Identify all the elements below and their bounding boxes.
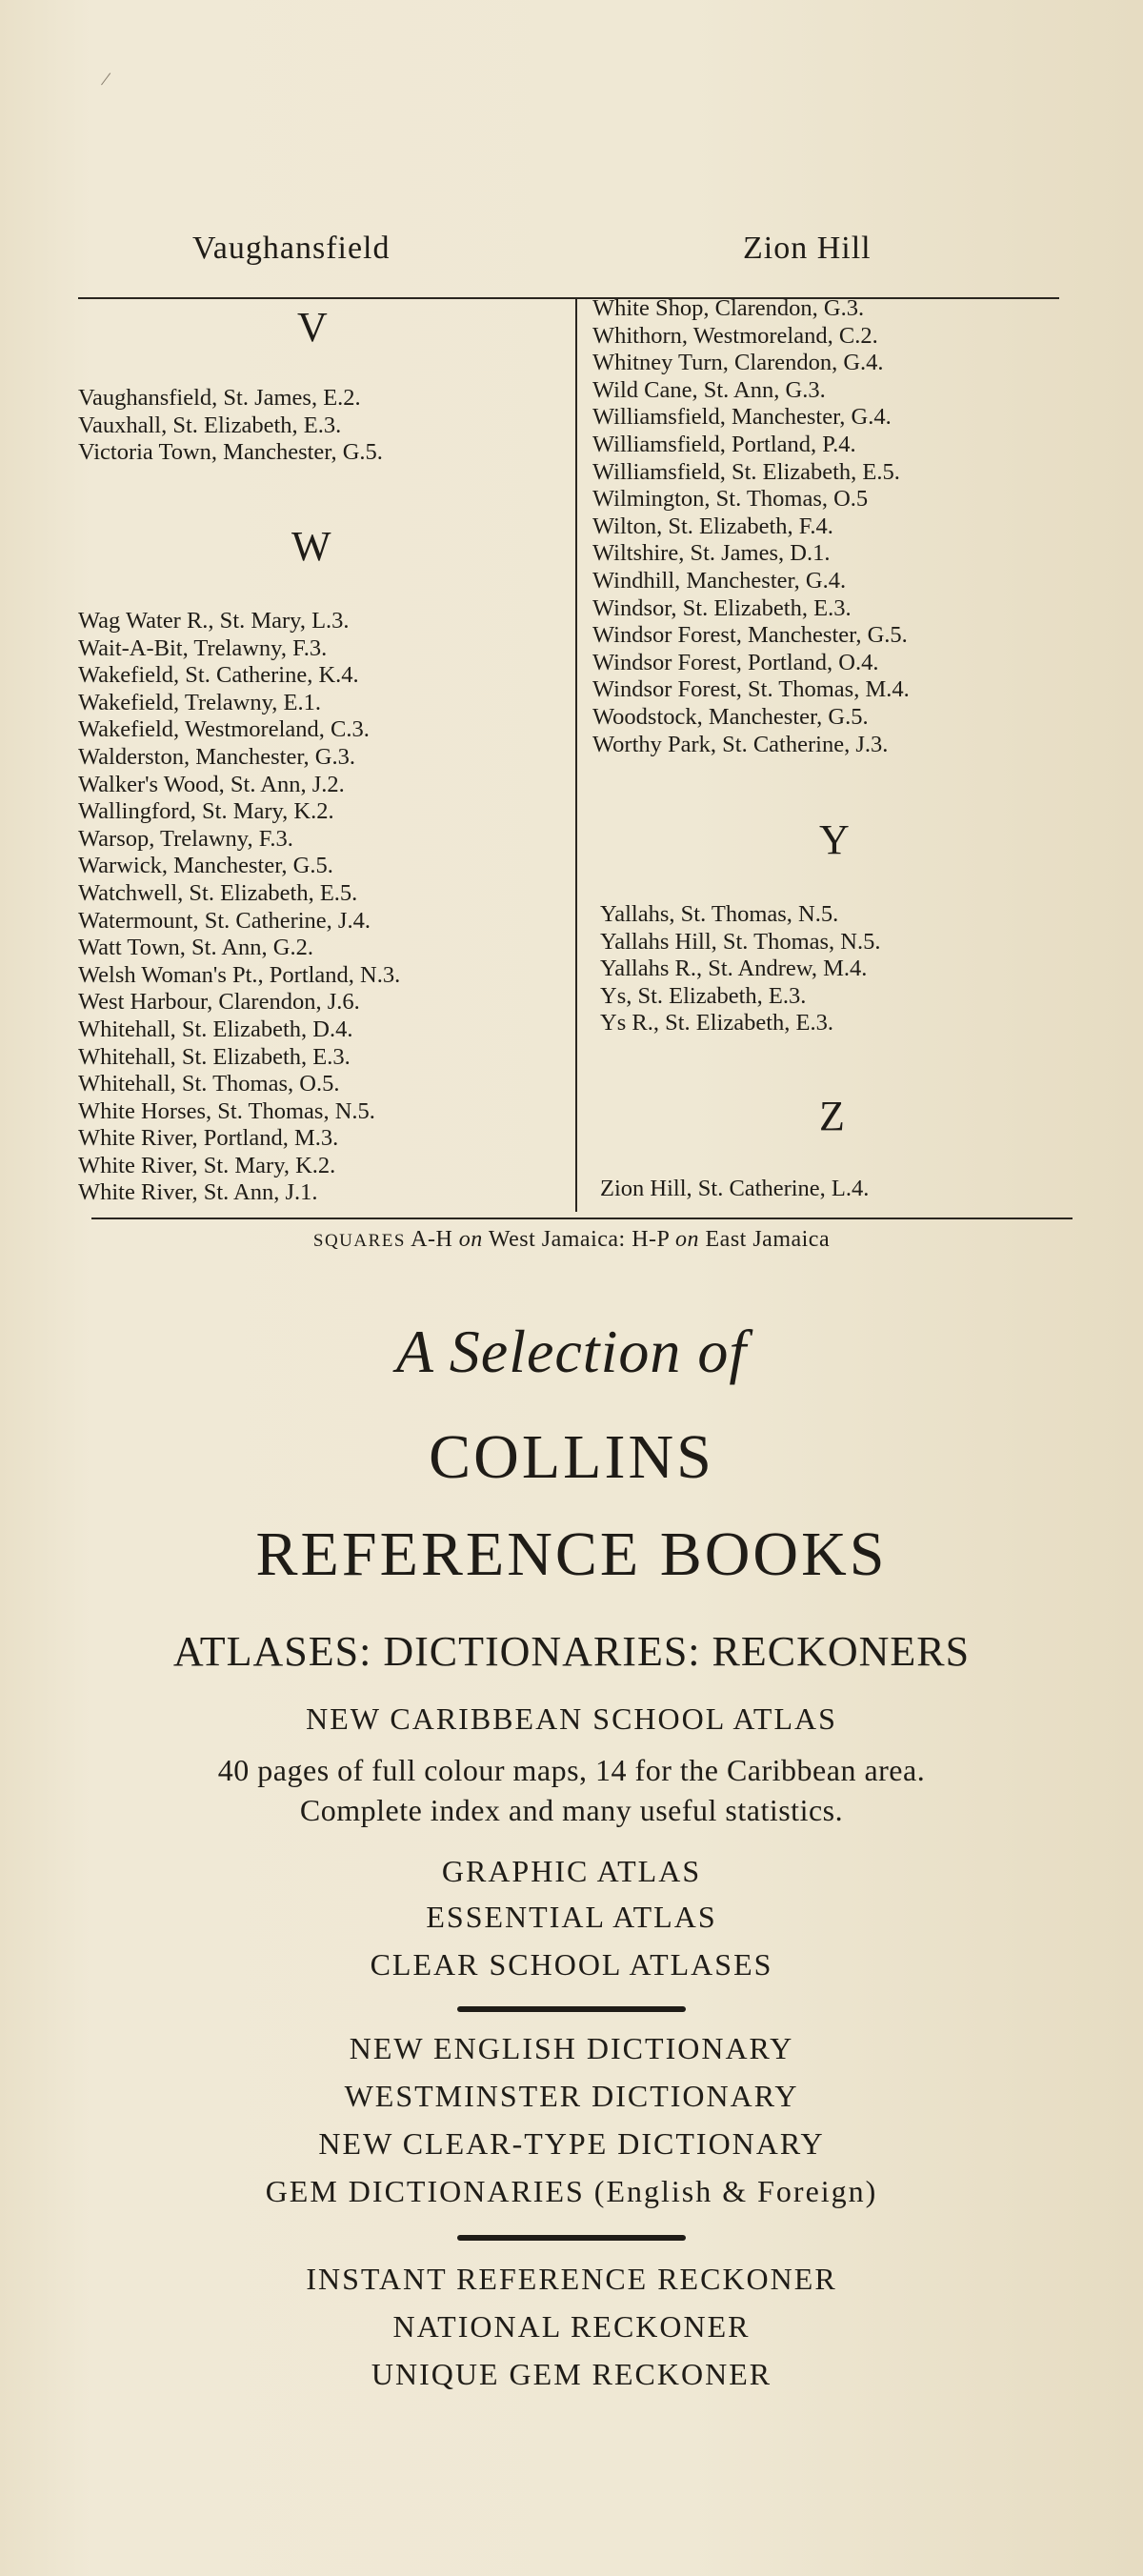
index-list-y xyxy=(600,901,881,1037)
index-list-w xyxy=(78,608,400,1207)
map-squares-note: SQUARES A-H on West Jamaica: H-P on East Jamaica xyxy=(312,1227,831,1252)
header-rule xyxy=(78,297,1059,299)
index-entry: Yallahs, St. Thomas, N.5. xyxy=(600,901,839,927)
index-entry: Windsor Forest, Portland, O.4. xyxy=(592,649,879,675)
index-entry: Whitehall, St. Thomas, O.5. xyxy=(78,1071,340,1097)
index-entry: Worthy Park, St. Catherine, J.3. xyxy=(592,731,889,757)
pencil-mark: / xyxy=(99,66,112,91)
atlas-description-line-2: Complete index and many useful statistics. xyxy=(299,1793,844,1827)
advert-categories: ATLASES: DICTIONARIES: RECKONERS xyxy=(172,1628,971,1675)
index-entry: Walker's Wood, St. Ann, J.2. xyxy=(78,771,345,797)
index-entry: West Harbour, Clarendon, J.6. xyxy=(78,989,360,1016)
index-entry: Yallahs Hill, St. Thomas, N.5. xyxy=(600,928,881,955)
running-head-right: Zion Hill xyxy=(743,231,872,266)
index-entry: Windhill, Manchester, G.4. xyxy=(592,567,847,594)
advert-subtitle: REFERENCE BOOKS xyxy=(255,1519,888,1589)
index-entry: Wakefield, St. Catherine, K.4. xyxy=(78,662,359,689)
index-entry: White Horses, St. Thomas, N.5. xyxy=(78,1097,375,1124)
index-entry: Wallingford, St. Mary, K.2. xyxy=(78,798,334,825)
index-entry: White River, Portland, M.3. xyxy=(78,1125,339,1152)
index-entry: Whitehall, St. Elizabeth, E.3. xyxy=(78,1043,351,1070)
index-entry: Windsor Forest, St. Thomas, M.4. xyxy=(592,676,910,703)
index-list-z xyxy=(600,1176,869,1203)
index-entry: Whitney Turn, Clarendon, G.4. xyxy=(592,350,884,376)
index-entry: Welsh Woman's Pt., Portland, N.3. xyxy=(78,961,401,988)
dictionary-title: GEM DICTIONARIES (English & Foreign) xyxy=(265,2174,878,2208)
reckoner-title: NATIONAL RECKONER xyxy=(392,2309,751,2344)
reckoner-title: UNIQUE GEM RECKONER xyxy=(371,2357,772,2391)
section-letter-w: W xyxy=(291,523,331,570)
index-entry: White River, St. Mary, K.2. xyxy=(78,1152,336,1178)
footer-rule xyxy=(91,1218,1073,1219)
index-entry: Watt Town, St. Ann, G.2. xyxy=(78,935,313,961)
index-entry: Victoria Town, Manchester, G.5. xyxy=(78,439,383,466)
index-list-v xyxy=(78,385,383,467)
index-entry: Warwick, Manchester, G.5. xyxy=(78,853,333,879)
index-entry: Zion Hill, St. Catherine, L.4. xyxy=(600,1176,870,1201)
index-entry: Wakefield, Trelawny, E.1. xyxy=(78,689,322,715)
section-letter-y: Y xyxy=(819,816,850,863)
running-head-left: Vaughansfield xyxy=(192,231,391,266)
atlas-title: CLEAR SCHOOL ATLASES xyxy=(370,1947,773,1982)
index-entry: Whitehall, St. Elizabeth, D.4. xyxy=(78,1016,353,1042)
index-entry: Wild Cane, St. Ann, G.3. xyxy=(592,376,826,403)
column-divider xyxy=(575,299,577,1212)
index-entry: Watchwell, St. Elizabeth, E.5. xyxy=(78,879,358,906)
advert-brand: COLLINS xyxy=(429,1422,714,1492)
section-letter-v: V xyxy=(297,304,328,351)
atlas-title: GRAPHIC ATLAS xyxy=(441,1854,702,1888)
section-letter-z: Z xyxy=(819,1093,845,1139)
index-entry: Wag Water R., St. Mary, L.3. xyxy=(78,608,350,634)
index-entry: Ys R., St. Elizabeth, E.3. xyxy=(600,1010,833,1036)
index-entry: White River, St. Ann, J.1. xyxy=(78,1179,318,1206)
dictionary-title: NEW CLEAR-TYPE DICTIONARY xyxy=(318,2126,825,2161)
index-entry: Williamsfield, Portland, P.4. xyxy=(592,431,856,457)
index-entry: Wilmington, St. Thomas, O.5 xyxy=(592,486,869,513)
index-list-w-continued xyxy=(592,295,910,758)
index-entry: Woodstock, Manchester, G.5. xyxy=(592,703,869,730)
dictionary-title: NEW ENGLISH DICTIONARY xyxy=(349,2031,794,2065)
index-entry: Windsor Forest, Manchester, G.5. xyxy=(592,622,908,649)
index-entry: Wilton, St. Elizabeth, F.4. xyxy=(592,513,833,539)
atlas-description-line-1: 40 pages of full colour maps, 14 for the Caribbean area. xyxy=(217,1753,926,1787)
index-entry: White Shop, Clarendon, G.3. xyxy=(592,295,865,321)
index-entry: Yallahs R., St. Andrew, M.4. xyxy=(600,956,868,982)
index-entry: Williamsfield, St. Elizabeth, E.5. xyxy=(592,458,900,485)
advert-title: A Selection of xyxy=(395,1318,748,1385)
index-entry: Vaughansfield, St. James, E.2. xyxy=(78,385,361,411)
index-entry: Whithorn, Westmoreland, C.2. xyxy=(592,322,878,349)
index-entry: Windsor, St. Elizabeth, E.3. xyxy=(592,594,852,621)
dictionary-title: WESTMINSTER DICTIONARY xyxy=(344,2079,799,2113)
index-entry: Wait-A-Bit, Trelawny, F.3. xyxy=(78,634,328,661)
featured-atlas: NEW CARIBBEAN SCHOOL ATLAS xyxy=(306,1701,837,1736)
reckoner-title: INSTANT REFERENCE RECKONER xyxy=(306,2262,837,2296)
atlas-title: ESSENTIAL ATLAS xyxy=(426,1900,717,1934)
index-entry: Williamsfield, Manchester, G.4. xyxy=(592,404,892,431)
index-entry: Wakefield, Westmoreland, C.3. xyxy=(78,716,370,743)
index-entry: Walderston, Manchester, G.3. xyxy=(78,743,355,770)
index-entry: Vauxhall, St. Elizabeth, E.3. xyxy=(78,412,342,438)
index-entry: Watermount, St. Catherine, J.4. xyxy=(78,907,371,934)
section-separator xyxy=(457,2006,686,2012)
index-entry: Warsop, Trelawny, F.3. xyxy=(78,825,293,852)
index-entry: Ys, St. Elizabeth, E.3. xyxy=(600,982,807,1009)
section-separator xyxy=(457,2235,686,2241)
index-entry: Wiltshire, St. James, D.1. xyxy=(592,540,831,567)
